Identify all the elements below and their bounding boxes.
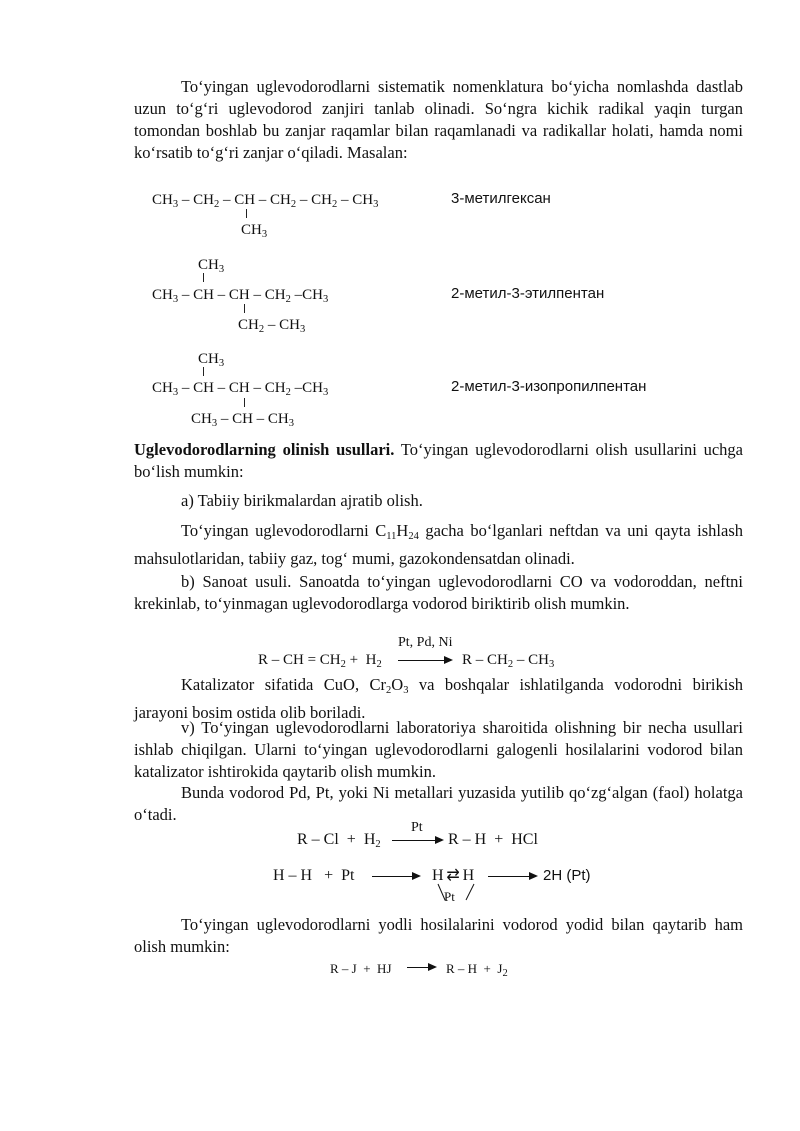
- reaction-1-catalyst: Pt, Pd, Ni: [398, 635, 453, 650]
- subscript: 24: [408, 531, 419, 542]
- formula-branch-ethyl: $CH_2 - CH_3$: [238, 317, 306, 335]
- reaction-4-products: $R - H + J_2$: [446, 961, 508, 979]
- formula-branch-ch3: $CH_3$: [198, 257, 225, 275]
- paragraph-natural-sources: [134, 520, 743, 570]
- intro-paragraph: To‘yingan uglevodorodlarni sistematik nomenklatura bo‘yicha nomlashda dastlab uzun to‘g‘ri uglevodorod zanjiri tanlab olinadi. So‘ngra kichik radikal yaqin turgan tomondan boshlab bu zanjar raqamlar bilan raqamlanadi va radikallar holati, hamda nomi ko‘rsatib to‘g‘ri zanjar o‘qiladi. Masalan:: [134, 77, 743, 162]
- bond-line: [203, 273, 204, 282]
- text-span: gacha bo‘lganlari neftdan va uni qayta ishlash mahsulotlaridan, tabiiy gaz, tog‘ mumi, gazokondensatdan olinadi.: [134, 521, 743, 568]
- item-b: b) Sanoat usuli. Sanoatda to‘yingan uglevodorodlarni CO va vodoroddan, neftni krekinlab, to‘yinmagan uglevodorodlarga vodorod biriktirib olish mumkin.: [134, 572, 743, 613]
- compound-name-3: 2-метил-3-изопропилпентан: [451, 378, 647, 395]
- subscript: 11: [386, 531, 397, 542]
- compound-name-2: 2-метил-3-этилпентан: [451, 285, 605, 302]
- formula-3-methylhexane-chain: $CH_3 - CH_2$ – CH – $CH_2 - CH_2 - CH_3$: [152, 192, 379, 210]
- paragraph-iodo: To‘yingan uglevodorodlarni yodli hosilalarini vodorod yodid bilan qaytarib ham olish mumkin:: [134, 915, 743, 956]
- reaction-3-reactants: H – H + Pt: [273, 867, 355, 884]
- bond-line: [244, 304, 245, 313]
- compound-name-1: 3-метилгексан: [451, 190, 551, 207]
- adsorption-lines-icon: [436, 882, 476, 904]
- text-span: va boshqalar ishlatilganda vodorodni birikish jarayoni bosim ostida olib boriladi.: [134, 675, 744, 722]
- bond-line: [203, 367, 204, 376]
- text-span: Katalizator sifatida CuO, Cr: [181, 675, 387, 694]
- reaction-2-products: R – H + HCl: [448, 831, 538, 848]
- reaction-arrow-icon: [372, 876, 419, 877]
- text-span: H: [396, 521, 409, 540]
- subscript: 3: [403, 685, 409, 696]
- reaction-3-pt-label: Pt: [444, 889, 455, 904]
- section-text: To‘yingan uglevodorodlarni olish usullarini uchga bo‘lish mumkin:: [134, 440, 743, 481]
- reaction-3-intermediate: H ⇄ H: [432, 867, 475, 884]
- formula-2-methyl-3-isopropylpentane-chain: $CH_3$ – CH – CH – $CH_2$ $-CH_3$: [152, 380, 329, 398]
- text-span: To‘yingan uglevodorodlarni C: [181, 521, 387, 540]
- reaction-1-product: R – $CH_2 - CH_3$: [462, 652, 555, 670]
- text-span: O: [391, 675, 404, 694]
- reaction-4-reactants: R – J + HJ: [330, 961, 392, 976]
- formula-branch-isopropyl: $CH_3$ – CH – $CH_3$: [191, 411, 295, 429]
- section-paragraph: [134, 439, 743, 483]
- reaction-arrow-icon: [488, 876, 536, 877]
- formula-branch-ch3: $CH_3$: [241, 222, 268, 240]
- item-a: a) Tabiiy birikmalardan ajratib olish.: [181, 491, 423, 510]
- formula-2-methyl-3-ethylpentane-chain: $CH_3$ – CH – CH – $CH_2$ $-CH_3$: [152, 287, 329, 305]
- reaction-1-reactants: R – CH = $CH_2 + H_2$: [258, 652, 382, 670]
- reaction-arrow-icon: [398, 660, 451, 661]
- formula-branch-ch3: $CH_3$: [198, 351, 225, 369]
- section-title: Uglevodorodlarning olinish usullari.: [134, 440, 395, 459]
- reaction-arrow-icon: [407, 967, 435, 968]
- reaction-3-product: 2H (Pt): [543, 867, 591, 884]
- subscript: 2: [386, 685, 392, 696]
- item-v: v) To‘yingan uglevodorodlarni laboratoriya sharoitida olishning bir necha usullari ishlab chiqilgan. Ularni to‘yingan uglevodorodlarni galogenli hosilalarini vodorod bilan katalizator ishtirokida qaytarib olish mumkin.: [134, 718, 743, 781]
- bond-line: [244, 398, 245, 407]
- bond-line: [246, 209, 247, 218]
- reaction-2-reactants: $R - Cl + H_2$: [297, 831, 381, 850]
- paragraph-pt: Bunda vodorod Pd, Pt, yoki Ni metallari yuzasida yutilib qo‘zg‘algan (faol) holatga o‘tadi.: [134, 783, 743, 824]
- reaction-2-catalyst: Pt: [411, 820, 423, 835]
- reaction-arrow-icon: [392, 840, 442, 841]
